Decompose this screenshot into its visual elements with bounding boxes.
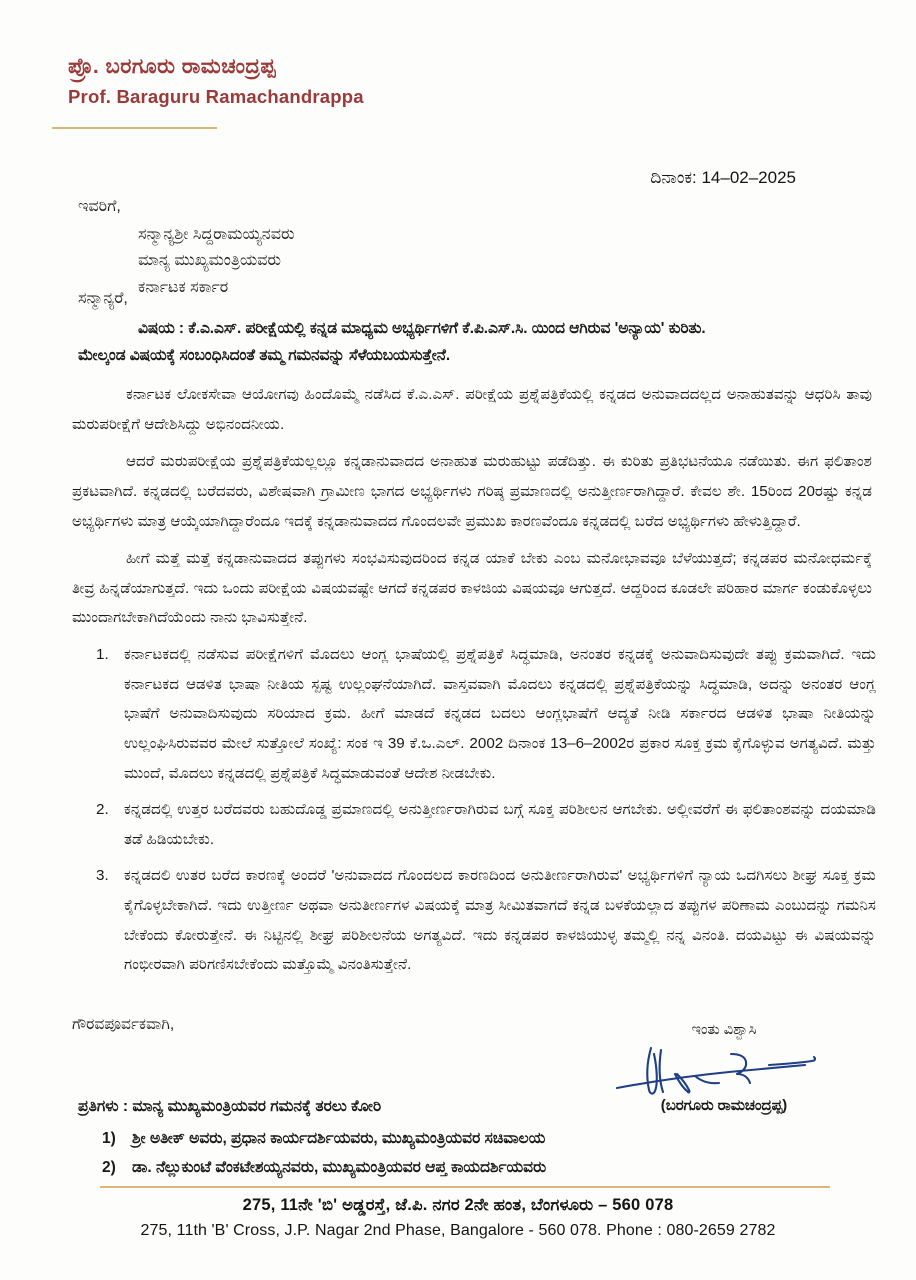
footer-address-english: 275, 11th 'B' Cross, J.P. Nagar 2nd Phase, Bangalore - 560 078. Phone : 080-2659 2782 [140,1222,776,1239]
signature-block [600,1022,848,1114]
list-item-number: 2. [96,801,109,819]
addressee-block [138,222,295,301]
to-label: ಇವರಿಗೆ, [78,198,121,215]
cc-item-text: ಶ್ರೀ ಅತೀಕ್ ಅವರು, ಪ್ರಧಾನ ಕಾರ್ಯದರ್ಶಿಯವರು, ಮುಖ್ಯಮಂತ್ರಿಯವರ ಸಚಿವಾಲಯ [132,1130,546,1147]
letterhead-name-english: Prof. Baraguru Ramachandrappa [68,86,364,108]
footer-divider [100,1186,830,1188]
salutation: ಸನ್ಮಾನ್ಯರೆ, [78,290,128,307]
list-item-number: 1. [96,646,109,663]
addressee-line: ಸನ್ಮಾನ್ಯಶ್ರೀ ಸಿದ್ದರಾಮಯ್ಯನವರು [138,226,295,243]
list-item [96,640,876,788]
list-item-text: ಕನ್ನಡದಲಿ ಉತರ ಬರೆದ ಕಾರಣಕ್ಕೆ ಅಂದರೆ 'ಅನುವಾದದ ಗೊಂದಲದ ಕಾರಣದಿಂದ ಅನುತೀರ್ಣರಾಗಿರುವ' ಅಭ್ಯರ್ಥಿಗಳಿಗೆ ನ್ಯಾಯ ಒದಗಿಸಲು ಶೀಘ್ರ ಸೂಕ್ತ ಕ್ರಮ ಕೈಗೊಳ್ಳಬೇಕಾಗಿದೆ. ಇದು ಉತ್ತೀರ್ಣ ಅಥವಾ ಅನುತೀರ್ಣಗಳ ವಿಷಯಕ್ಕೆ ಮಾತ್ರ ಸೀಮಿತವಾಗದೆ ಕನ್ನಡ ಬಳಕೆಯಲ್ಲಾದ ತಪ್ಪುಗಳ ಪರಿಣಾಮ ಎಂಬುದನ್ನು ಗಮನಿಸ ಬೇಕೆಂದು ಕೋರುತ್ತೇನೆ. ಈ ನಿಟ್ಟಿನಲ್ಲಿ ಶೀಘ್ರ ಪರಿಶೀಲನೆಯ ಅಗತ್ಯವಿದೆ. ಇದು ಕನ್ನಡಪರ ಕಾಳಜಿಯುಳ್ಳ ತಮ್ಮಲ್ಲಿ ನನ್ನ ವಿನಂತಿ. ದಯವಿಟ್ಟು ಈ ವಿಷಯವನ್ನು ಗಂಭೀರವಾಗಿ ಪರಿಗಣಿಸಬೇಕೆಂದು ಮತ್ತೊಮ್ಮೆ ವಿನಂತಿಸುತ್ತೇನೆ. [124,867,876,974]
signatory-name: (ಬರಗೂರು ರಾಮಚಂದ್ರಪ್ಪ) [660,1098,788,1114]
letterhead [68,54,568,108]
list-item-number: 3. [96,867,109,885]
body-paragraph: ಕರ್ನಾಟಕ ಲೋಕಸೇವಾ ಆಯೋಗವು ಹಿಂದೊಮ್ಮೆ ನಡೆಸಿದ ಕೆ.ಎ.ಎಸ್. ಪರೀಕ್ಷೆಯ ಪ್ರಶ್ನೆಪತ್ರಿಕೆಯಲ್ಲಿ ಕನ್ನಡದ ಅನುವಾದದಲ್ಲದ ಅನಾಹುತವನ್ನು ಆಧರಿಸಿ ತಾವು ಮರುಪರೀಕ್ಷೆಗೆ ಆದೇಶಿಸಿದ್ದು ಅಭಿನಂದನೀಯ. [72,386,872,433]
footer-address-kannada: 275, 11ನೇ 'ಬಿ' ಅಡ್ಡರಸ್ತೆ, ಜೆ.ಪಿ. ನಗರ 2ನೇ ಹಂತ, ಬೆಂಗಳೂರು – 560 078 [242,1196,674,1214]
letter-date: ದಿನಾಂಕ: 14–02–2025 [650,168,796,187]
cc-heading: ಪ್ರತಿಗಳು : ಮಾನ್ಯ ಮುಖ್ಯಮಂತ್ರಿಯವರ ಗಮನಕ್ಕೆ ತರಲು ಕೋರಿ [78,1098,382,1115]
cc-item-number: 2) [102,1159,116,1177]
footer [0,1196,916,1240]
yours-faithfully-label: ಇಂತು ವಿಶ್ವಾಸಿ [691,1022,757,1038]
cc-list [102,1124,882,1183]
closing-respectfully: ಗೌರವಪೂರ್ವಕವಾಗಿ, [72,1016,175,1033]
subject-line: ವಿಷಯ : ಕೆ.ಎ.ಎಸ್. ಪರೀಕ್ಷೆಯಲ್ಲಿ ಕನ್ನಡ ಮಾಧ್ಯಮ ಅಭ್ಯರ್ಥಿಗಳಿಗೆ ಕೆ.ಪಿ.ಎಸ್.ಸಿ. ಯಿಂದ ಆಗಿರುವ 'ಅನ್ಯಾಯ' ಕುರಿತು. [138,320,706,337]
list-item-text: ಕರ್ನಾಟಕದಲ್ಲಿ ನಡೆಸುವ ಪರೀಕ್ಷೆಗಳಿಗೆ ಮೊದಲು ಆಂಗ್ಲ ಭಾಷೆಯಲ್ಲಿ ಪ್ರಶ್ನೆಪತ್ರಿಕೆ ಸಿದ್ಧಮಾಡಿ, ಅನಂತರ ಕನ್ನಡಕ್ಕೆ ಅನುವಾದಿಸುವುದೇ ತಪ್ಪು ಕ್ರಮವಾಗಿದೆ. ಇದು ಕರ್ನಾಟಕದ ಆಡಳಿತ ಭಾಷಾ ನೀತಿಯ ಸ್ಪಷ್ಟ ಉಲ್ಲಂಘನೆಯಾಗಿದೆ. ವಾಸ್ತವವಾಗಿ ಮೊದಲು ಕನ್ನಡದಲ್ಲಿ ಪ್ರಶ್ನೆಪತ್ರಿಕೆಯನ್ನು ಸಿದ್ಧಮಾಡಿ, ಅದನ್ನು ಅನಂತರ ಆಂಗ್ಲ ಭಾಷೆಗೆ ಅನುವಾದಿಸುವುದು ಸರಿಯಾದ ಕ್ರಮ. ಹೀಗೆ ಮಾಡದೆ ಕನ್ನಡದ ಬದಲು ಆಂಗ್ಲಭಾಷೆಗೆ ಆದ್ಯತೆ ನೀಡಿ ಸರ್ಕಾರದ ಆಡಳಿತ ಭಾಷಾ ನೀತಿಯನ್ನು ಉಲ್ಲಂಘಿಸಿರುವವರ ಮೇಲೆ ಸುತ್ತೋಲೆ ಸಂಖ್ಯೆ: ಸಂಕ ಇ 39 ಕೆ.ಒ.ಎಲ್. 2002 ದಿನಾಂಕ 13–6–2002ರ ಪ್ರಕಾರ ಸೂಕ್ತ ಕ್ರಮ ಕೈಗೊಳ್ಳುವ ಅಗತ್ಯವಿದೆ. ಮತ್ತು ಮುಂದೆ, ಮೊದಲು ಕನ್ನಡದಲ್ಲಿ ಪ್ರಶ್ನೆಪತ್ರಿಕೆ ಸಿದ್ಧಮಾಡುವಂತೆ ಆದೇಶ ನೀಡಬೇಕು. [124,646,876,782]
body-paragraph: ಆದರೆ ಮರುಪರೀಕ್ಷೆಯ ಪ್ರಶ್ನೆಪತ್ರಿಕೆಯಲ್ಲಲ್ಲೂ ಕನ್ನಡಾನುವಾದದ ಅನಾಹುತ ಮರುಹುಟ್ಟು ಪಡೆದಿತ್ತು. ಈ ಕುರಿತು ಪ್ರತಿಭಟನೆಯೂ ನಡೆಯಿತು. ಈಗ ಫಲಿತಾಂಶ ಪ್ರಕಟವಾಗಿದೆ. ಕನ್ನಡದಲ್ಲಿ ಬರೆದವರು, ವಿಶೇಷವಾಗಿ ಗ್ರಾಮೀಣ ಭಾಗದ ಅಭ್ಯರ್ಥಿಗಳು ಗರಿಷ್ಠ ಪ್ರಮಾಣದಲ್ಲಿ ಅನುತ್ತೀರ್ಣರಾಗಿದ್ದಾರೆ. ಕೇವಲ ಶೇ. 15ರಿಂದ 20ರಷ್ಟು ಕನ್ನಡ ಅಭ್ಯರ್ಥಿಗಳು ಮಾತ್ರ ಆಯ್ಕೆಯಾಗಿದ್ದಾರೆಂದೂ ಇದಕ್ಕೆ ಕನ್ನಡಾನುವಾದದ ಗೊಂದಲವೇ ಪ್ರಮುಖ ಕಾರಣವೆಂದೂ ಕನ್ನಡದಲ್ಲಿ ಬರೆದ ಅಭ್ಯರ್ಥಿಗಳು ಹೇಳುತ್ತಿದ್ದಾರೆ. [72,453,872,530]
cc-item-number: 1) [102,1130,116,1147]
addressee-line: ಕರ್ನಾಟಕ ಸರ್ಕಾರ [138,278,229,296]
list-item-text: ಕನ್ನಡದಲ್ಲಿ ಉತ್ತರ ಬರೆದವರು ಬಹುದೊಡ್ಡ ಪ್ರಮಾಣದಲ್ಲಿ ಅನುತ್ತೀರ್ಣರಾಗಿರುವ ಬಗ್ಗೆ ಸೂಕ್ತ ಪರಿಶೀಲನ ಆಗಬೇಕು. ಅಲ್ಲೀವರೆಗೆ ಈ ಫಲಿತಾಂಶವನ್ನು ದಯಮಾಡಿ ತಡೆ ಹಿಡಿಯಬೇಕು. [124,801,876,848]
addressee-line: ಮಾನ್ಯ ಮುಖ್ಯಮಂತ್ರಿಯವರು [138,252,281,270]
numbered-points-list [96,640,876,987]
header-divider [52,127,217,129]
body-paragraph: ಹೀಗೆ ಮತ್ತೆ ಮತ್ತೆ ಕನ್ನಡಾನುವಾದದ ತಪ್ಪುಗಳು ಸಂಭವಿಸುವುದರಿಂದ ಕನ್ನಡ ಯಾಕೆ ಬೇಕು ಎಂಬ ಮನೋಭಾವವೂ ಬೆಳೆಯುತ್ತದೆ; ಕನ್ನಡಪರ ಮನೋಧರ್ಮಕ್ಕೆ ತೀವ್ರ ಹಿನ್ನಡೆಯಾಗುತ್ತದೆ. ಇದು ಒಂದು ಪರೀಕ್ಷೆಯ ವಿಷಯವಷ್ಟೇ ಆಗದೆ ಕನ್ನಡಪರ ಕಾಳಜಿಯ ವಿಷಯವೂ ಆಗುತ್ತದೆ. ಆದ್ದರಿಂದ ಕೂಡಲೇ ಪರಿಹಾರ ಮಾರ್ಗ ಕಂಡುಕೊಳ್ಳಲು ಮುಂದಾಗಬೇಕಾಗಿದೆಯೆಂದು ನಾನು ಭಾವಿಸುತ್ತೇನೆ. [72,550,872,627]
cc-item [102,1153,882,1182]
body-paragraphs [72,380,872,641]
handwritten-signature [609,1040,839,1102]
subject-note: ಮೇಲ್ಕಂಡ ವಿಷಯಕ್ಕೆ ಸಂಬಂಧಿಸಿದಂತೆ ತಮ್ಮ ಗಮನವನ್ನು ಸೆಳೆಯಬಯಸುತ್ತೇನೆ. [78,346,451,364]
cc-item [102,1124,882,1153]
list-item [96,861,876,980]
cc-item-text: ಡಾ. ನೆಲ್ಲುಕುಂಟೆ ವೆಂಕಟೇಶಯ್ಯನವರು, ಮುಖ್ಯಮಂತ್ರಿಯವರ ಆಪ್ತ ಕಾಯದರ್ಶಿಯವರು [132,1159,547,1177]
letterhead-name-kannada: ಪ್ರೊ. ಬರಗೂರು ರಾಮಚಂದ್ರಪ್ಪ [68,55,276,78]
list-item [96,795,876,854]
subject-block [78,316,868,370]
